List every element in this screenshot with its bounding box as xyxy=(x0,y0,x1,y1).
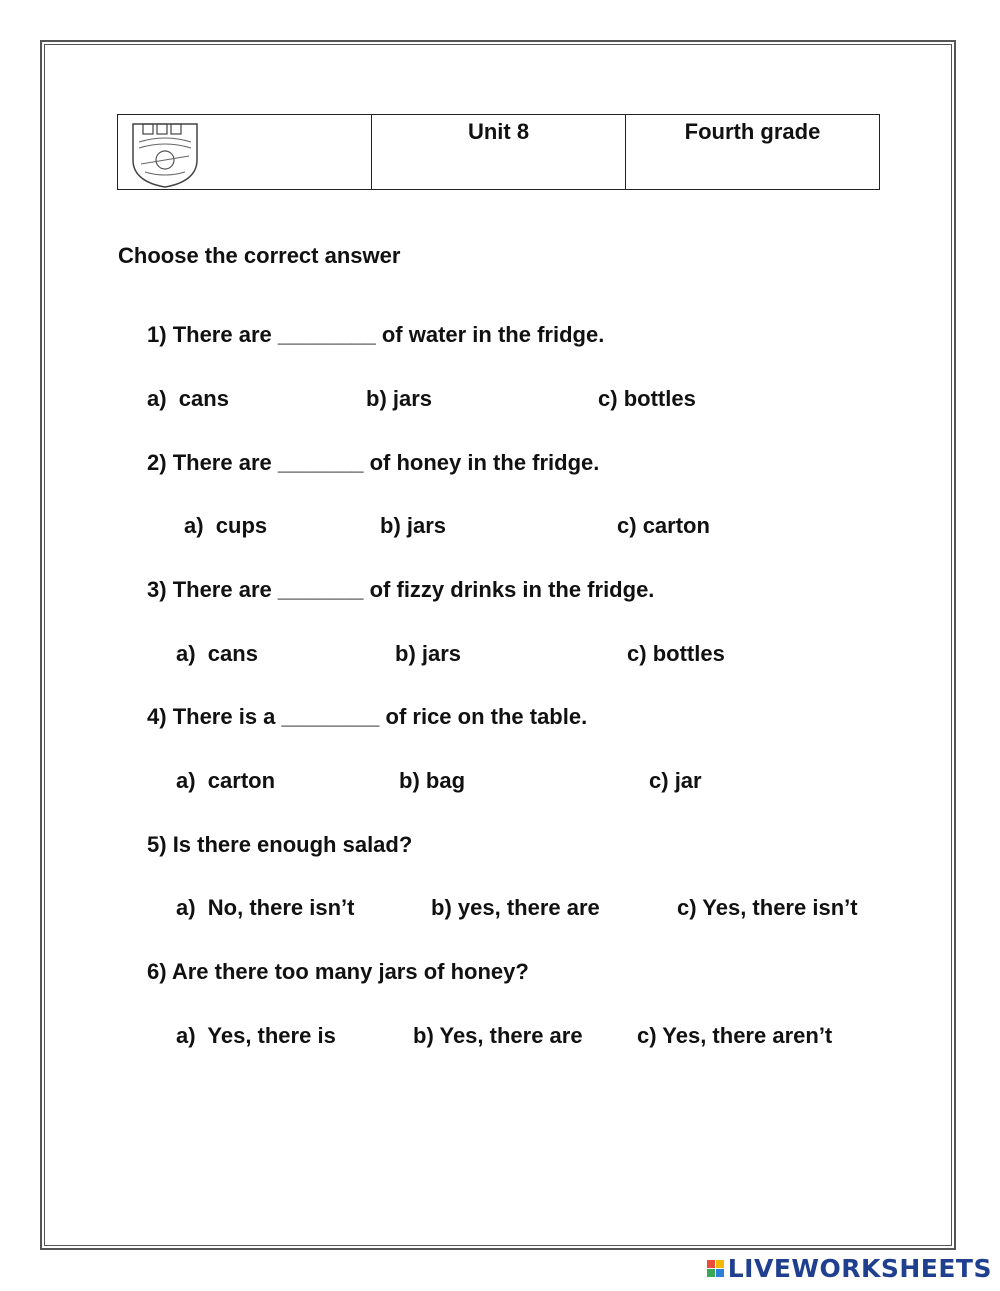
option-b: b) jars xyxy=(380,513,447,538)
option-a: a) carton xyxy=(176,768,276,793)
option-c: c) bottles xyxy=(598,386,696,411)
option-c: c) Yes, there isn’t xyxy=(677,895,858,920)
option-a: a) Yes, there is xyxy=(176,1023,336,1048)
question-text: There are _______ of honey in the fridge. xyxy=(172,450,600,475)
grade-cell xyxy=(626,115,880,190)
grade-label: Fourth grade xyxy=(684,119,821,144)
option-b: b) yes, there are xyxy=(431,895,600,920)
option-b: b) jars xyxy=(366,386,433,411)
logo-cell xyxy=(118,115,372,190)
instruction-text: Choose the correct answer xyxy=(118,243,401,268)
question-2 xyxy=(147,450,599,476)
question-1 xyxy=(147,322,604,348)
header-table xyxy=(117,114,880,190)
question-5 xyxy=(147,832,412,858)
option-b: b) jars xyxy=(395,641,462,666)
unit-cell xyxy=(372,115,626,190)
brand-text: LIVEWORKSHEETS xyxy=(727,1254,992,1283)
option-b: b) Yes, there are xyxy=(413,1023,583,1048)
question-6 xyxy=(147,959,529,985)
option-c: c) carton xyxy=(617,513,710,538)
question-text: There are ________ of water in the fridge. xyxy=(172,322,605,347)
unit-label: Unit 8 xyxy=(467,119,530,144)
question-number: 6) xyxy=(147,959,167,984)
question-number: 2) xyxy=(147,450,167,475)
question-3 xyxy=(147,577,654,603)
option-a: a) cups xyxy=(184,513,268,538)
question-number: 4) xyxy=(147,704,167,729)
question-text: Is there enough salad? xyxy=(172,832,413,857)
liveworksheets-brand xyxy=(707,1254,992,1283)
question-text: There is a ________ of rice on the table. xyxy=(172,704,588,729)
question-number: 3) xyxy=(147,577,167,602)
option-c: c) bottles xyxy=(627,641,725,666)
option-a: a) cans xyxy=(176,641,258,666)
question-text: Are there too many jars of honey? xyxy=(171,959,529,984)
question-4 xyxy=(147,704,587,730)
liveworksheets-logo-icon xyxy=(707,1260,724,1277)
option-c: c) jar xyxy=(649,768,702,793)
option-c: c) Yes, there aren’t xyxy=(637,1023,833,1048)
question-number: 5) xyxy=(147,832,167,857)
question-number: 1) xyxy=(147,322,167,347)
option-b: b) bag xyxy=(399,768,466,793)
option-a: a) cans xyxy=(147,386,229,411)
school-crest-icon xyxy=(127,120,203,188)
question-text: There are _______ of fizzy drinks in the fridge. xyxy=(172,577,655,602)
option-a: a) No, there isn’t xyxy=(176,895,355,920)
